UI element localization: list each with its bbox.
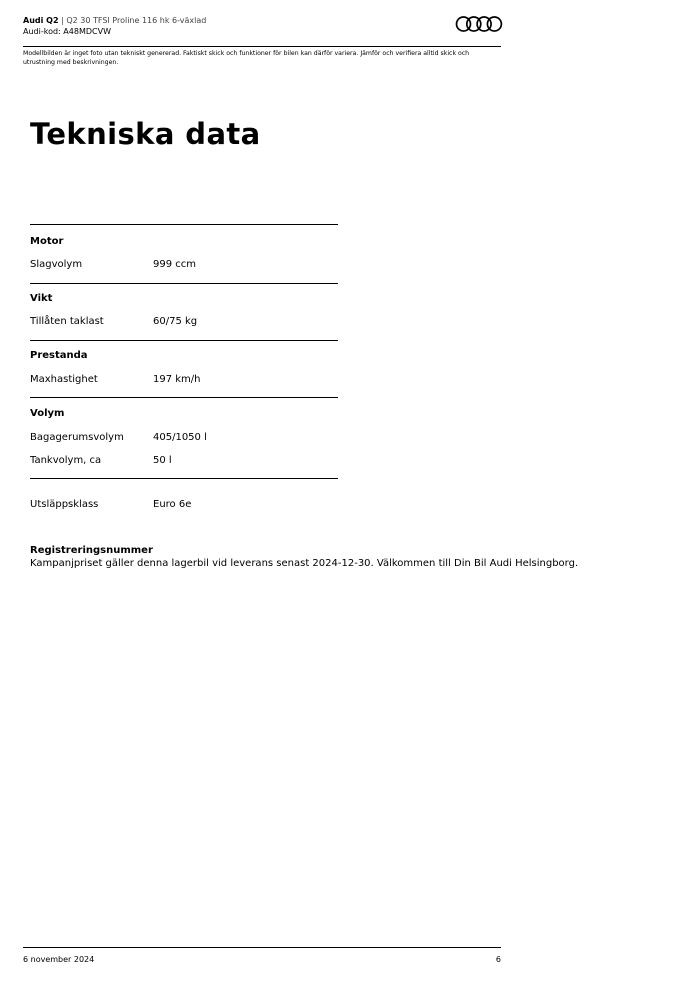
model-description: Q2 30 TFSI Proline 116 hk 6-växlad <box>66 16 207 25</box>
spec-value: 60/75 kg <box>153 316 198 327</box>
section-divider <box>30 283 338 284</box>
spec-value: 999 ccm <box>153 259 197 270</box>
spec-label: Tankvolym, ca <box>30 455 102 466</box>
spec-label: Slagvolym <box>30 259 83 270</box>
model-name: Audi Q2 <box>23 16 59 25</box>
emission-label: Utsläppsklass <box>30 499 99 510</box>
section-divider <box>30 340 338 341</box>
section-heading-vikt: Vikt <box>30 293 53 304</box>
spec-value: 50 l <box>153 455 172 466</box>
section-heading-volym: Volym <box>30 408 65 419</box>
section-divider <box>30 224 338 225</box>
document-header <box>23 16 206 26</box>
spec-value: 405/1050 l <box>153 432 207 443</box>
section-heading-motor: Motor <box>30 236 64 247</box>
header-divider <box>23 46 501 47</box>
page-number: 6 <box>495 955 501 964</box>
footer-date: 6 november 2024 <box>23 955 95 964</box>
page-title: Tekniska data <box>30 117 261 151</box>
footer-divider <box>23 947 501 948</box>
audi-code: Audi-kod: A48MDCVW <box>23 27 111 36</box>
audi-rings-icon <box>455 15 503 33</box>
registration-heading: Registreringsnummer <box>30 545 153 556</box>
spec-label: Maxhastighet <box>30 374 98 385</box>
disclaimer-text: Modellbilden är inget foto utan tekniskt genererad. Faktiskt skick och funktioner för bilen kan därför variera. Jämför och verifiera alltid skick och utrustning med beskrivningen. <box>23 50 470 66</box>
header-separator: | <box>61 16 64 25</box>
spec-label: Tillåten taklast <box>30 316 104 327</box>
spec-label: Bagagerumsvolym <box>30 432 124 443</box>
section-divider <box>30 397 338 398</box>
section-divider <box>30 478 338 479</box>
emission-value: Euro 6e <box>153 499 192 510</box>
spec-value: 197 km/h <box>153 374 201 385</box>
registration-text: Kampanjpriset gäller denna lagerbil vid leverans senast 2024-12-30. Välkommen till Din Bil Audi Helsingborg. <box>30 558 579 569</box>
section-heading-prestanda: Prestanda <box>30 350 88 361</box>
